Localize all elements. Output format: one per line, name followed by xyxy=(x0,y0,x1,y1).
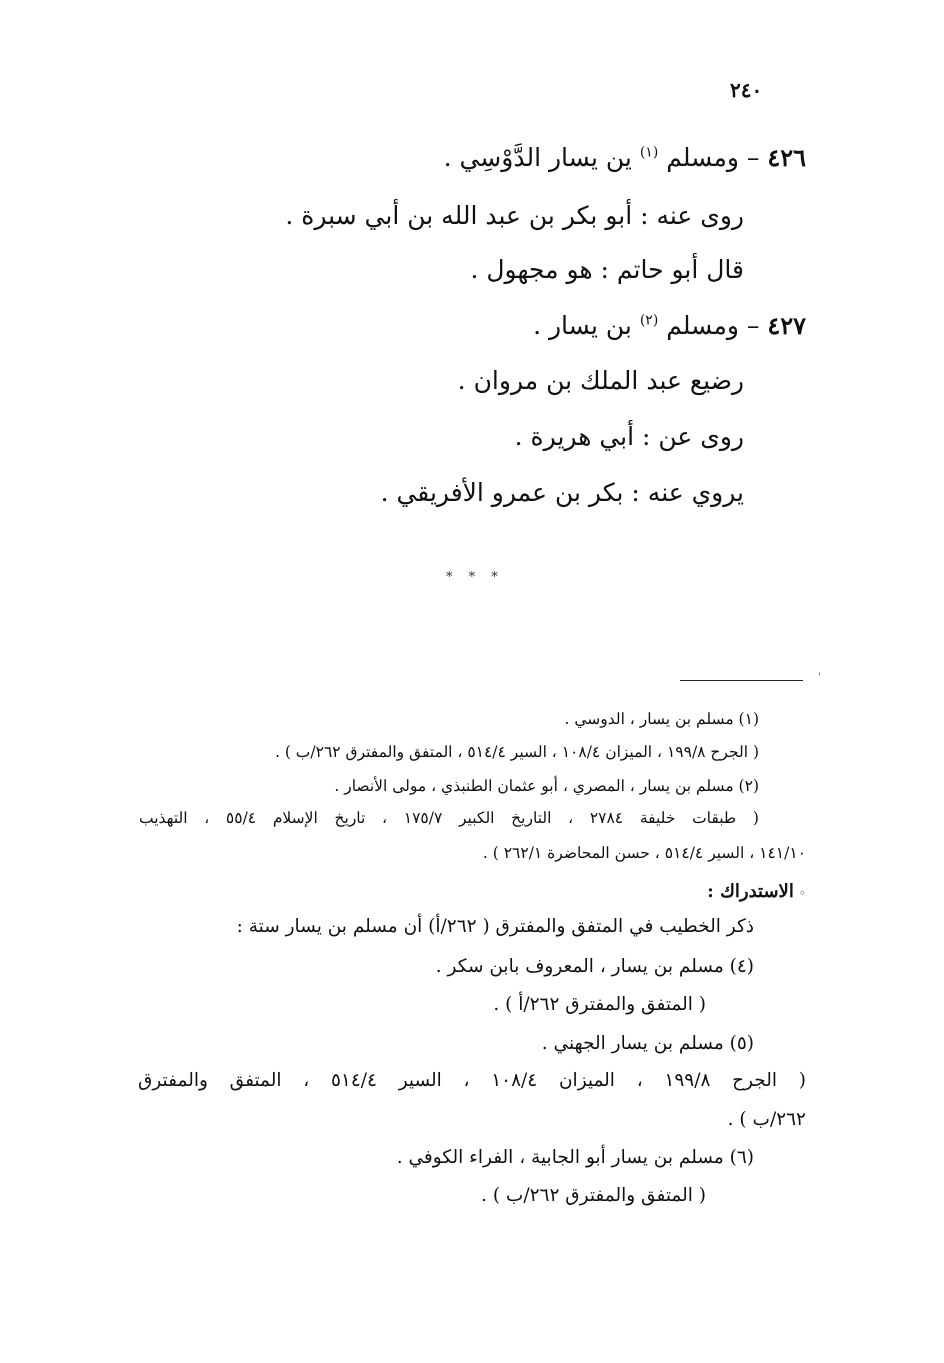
addendum-line: ( المتفق والمفترق ٢٦٢/ب ) . xyxy=(481,1185,706,1206)
footnote-rule xyxy=(680,680,803,681)
entry-heading xyxy=(444,145,806,170)
entry-number: ٤٢٦ xyxy=(767,143,806,172)
addendum-line: ( المتفق والمفترق ٢٦٢/أ ) . xyxy=(493,994,706,1015)
addendum-title: الاستدراك : xyxy=(707,881,794,902)
entry-name: ومسلم xyxy=(666,143,739,172)
entry-line: روى عنه : أبو بكر بن عبد الله بن أبي سبرة . xyxy=(285,201,744,230)
entry-number: ٤٢٧ xyxy=(767,311,806,340)
addendum-line: (٤) مسلم بن يسار ، المعروف بابن سكر . xyxy=(435,956,754,977)
entry-line: قال أبو حاتم : هو مجهول . xyxy=(470,255,744,284)
addendum-line: ( الجرح ١٩٩/٨ ، الميزان ١٠٨/٤ ، السير ٥١٤/٤ ، المتفق والمفترق xyxy=(138,1070,806,1091)
addendum-line: (٦) مسلم بن يسار أبو الجابية ، الفراء الكوفي . xyxy=(396,1147,754,1168)
footnote-line: (١) مسلم بن يسار ، الدوسي . xyxy=(564,710,759,728)
entry-line: رضيع عبد الملك بن مروان . xyxy=(457,366,744,395)
page-number: ٢٤٠ xyxy=(730,78,763,102)
entry-line: روى عن : أبي هريرة . xyxy=(514,422,744,451)
footnote-line: ( الجرح ١٩٩/٨ ، الميزان ١٠٨/٤ ، السير ٥١٤/٤ ، المتفق والمفترق ٢٦٢/ب ) . xyxy=(274,743,759,761)
section-separator: * * * xyxy=(446,570,504,585)
footnote-line: (٢) مسلم بن يسار ، المصري ، أبو عثمان الطنبذي ، مولى الأنصار . xyxy=(334,777,759,795)
margin-mark: ' xyxy=(818,672,821,683)
entry-name: ومسلم xyxy=(666,311,739,340)
bullet-mark: ◦ xyxy=(798,886,806,900)
addendum-line: ٢٦٢/ب ) . xyxy=(727,1109,806,1130)
entry-dash: – xyxy=(746,143,760,172)
entry-name: بن يسار . xyxy=(533,311,632,340)
footnote-line: ١٤١/١٠ ، السير ٥١٤/٤ ، حسن المحاضرة ٢٦٢/١ ) . xyxy=(482,844,806,862)
addendum-line: (٥) مسلم بن يسار الجهني . xyxy=(541,1033,754,1054)
entry-heading xyxy=(533,313,806,338)
footnote-ref: (١) xyxy=(639,144,659,161)
addendum-line: ذكر الخطيب في المتفق والمفترق ( ٢٦٢/أ) أن مسلم بن يسار ستة : xyxy=(236,916,754,937)
footnote-ref: (٢) xyxy=(639,312,659,329)
addendum-heading xyxy=(707,881,806,902)
footnote-line: ( طبقات خليفة ٢٧٨٤ ، التاريخ الكبير ١٧٥/٧ ، تاريخ الإسلام ٥٥/٤ ، التهذيب xyxy=(139,809,759,827)
entry-dash: – xyxy=(746,311,760,340)
entry-line: يروي عنه : بكر بن عمرو الأفريقي . xyxy=(380,478,744,507)
entry-name: ين يسار الدَّوْسِي . xyxy=(443,143,632,172)
